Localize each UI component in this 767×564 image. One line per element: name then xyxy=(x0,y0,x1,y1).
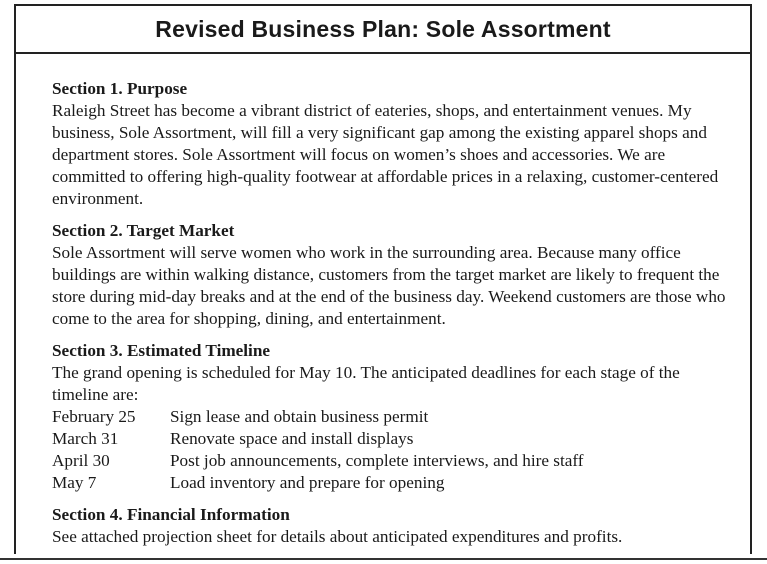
section-heading: Section 4. Financial Information xyxy=(52,505,290,524)
timeline-task: Renovate space and install displays xyxy=(170,429,414,448)
timeline-date: March 31 xyxy=(52,429,119,448)
timeline-row xyxy=(52,450,736,472)
timeline-list xyxy=(52,406,736,494)
section-purpose xyxy=(52,78,736,210)
timeline-date: February 25 xyxy=(52,407,136,426)
timeline-task: Load inventory and prepare for opening xyxy=(170,473,445,492)
section-body: See attached projection sheet for details about anticipated expenditures and profits. xyxy=(52,527,623,546)
section-timeline xyxy=(52,340,736,494)
page-title: Revised Business Plan: Sole Assortment xyxy=(155,15,611,42)
section-body: Sole Assortment will serve women who work in the surrounding area. Because many office buildings are within walking distance, customers from the target market are likely to frequent the store during mid-day breaks and at the end of the business day. Weekend customers are those who come to the area for shopping, dining, and entertainment. xyxy=(52,243,726,328)
section-heading: Section 3. Estimated Timeline xyxy=(52,341,271,360)
section-financial xyxy=(52,504,736,548)
document-content xyxy=(16,54,750,548)
timeline-date: April 30 xyxy=(52,451,110,470)
timeline-task: Sign lease and obtain business permit xyxy=(170,407,429,426)
section-body: The grand opening is scheduled for May 10. The anticipated deadlines for each stage of the timeline are: xyxy=(52,363,680,404)
timeline-row xyxy=(52,406,736,428)
section-target-market xyxy=(52,220,736,330)
timeline-date: May 7 xyxy=(52,473,97,492)
bottom-rule xyxy=(0,558,767,560)
timeline-task: Post job announcements, complete interviews, and hire staff xyxy=(170,451,584,470)
section-heading: Section 2. Target Market xyxy=(52,221,235,240)
title-bar xyxy=(16,6,750,54)
section-heading: Section 1. Purpose xyxy=(52,79,188,98)
section-body: Raleigh Street has become a vibrant district of eateries, shops, and entertainment venues. My business, Sole Assortment, will fill a very significant gap among the existing apparel shops and department stores. Sole Assortment will focus on women’s shoes and accessories. We are committed to offering high-quality footwear at affordable prices in a relaxing, customer-centered environment. xyxy=(52,101,719,208)
timeline-row xyxy=(52,472,736,494)
document-page xyxy=(14,4,752,554)
timeline-row xyxy=(52,428,736,450)
